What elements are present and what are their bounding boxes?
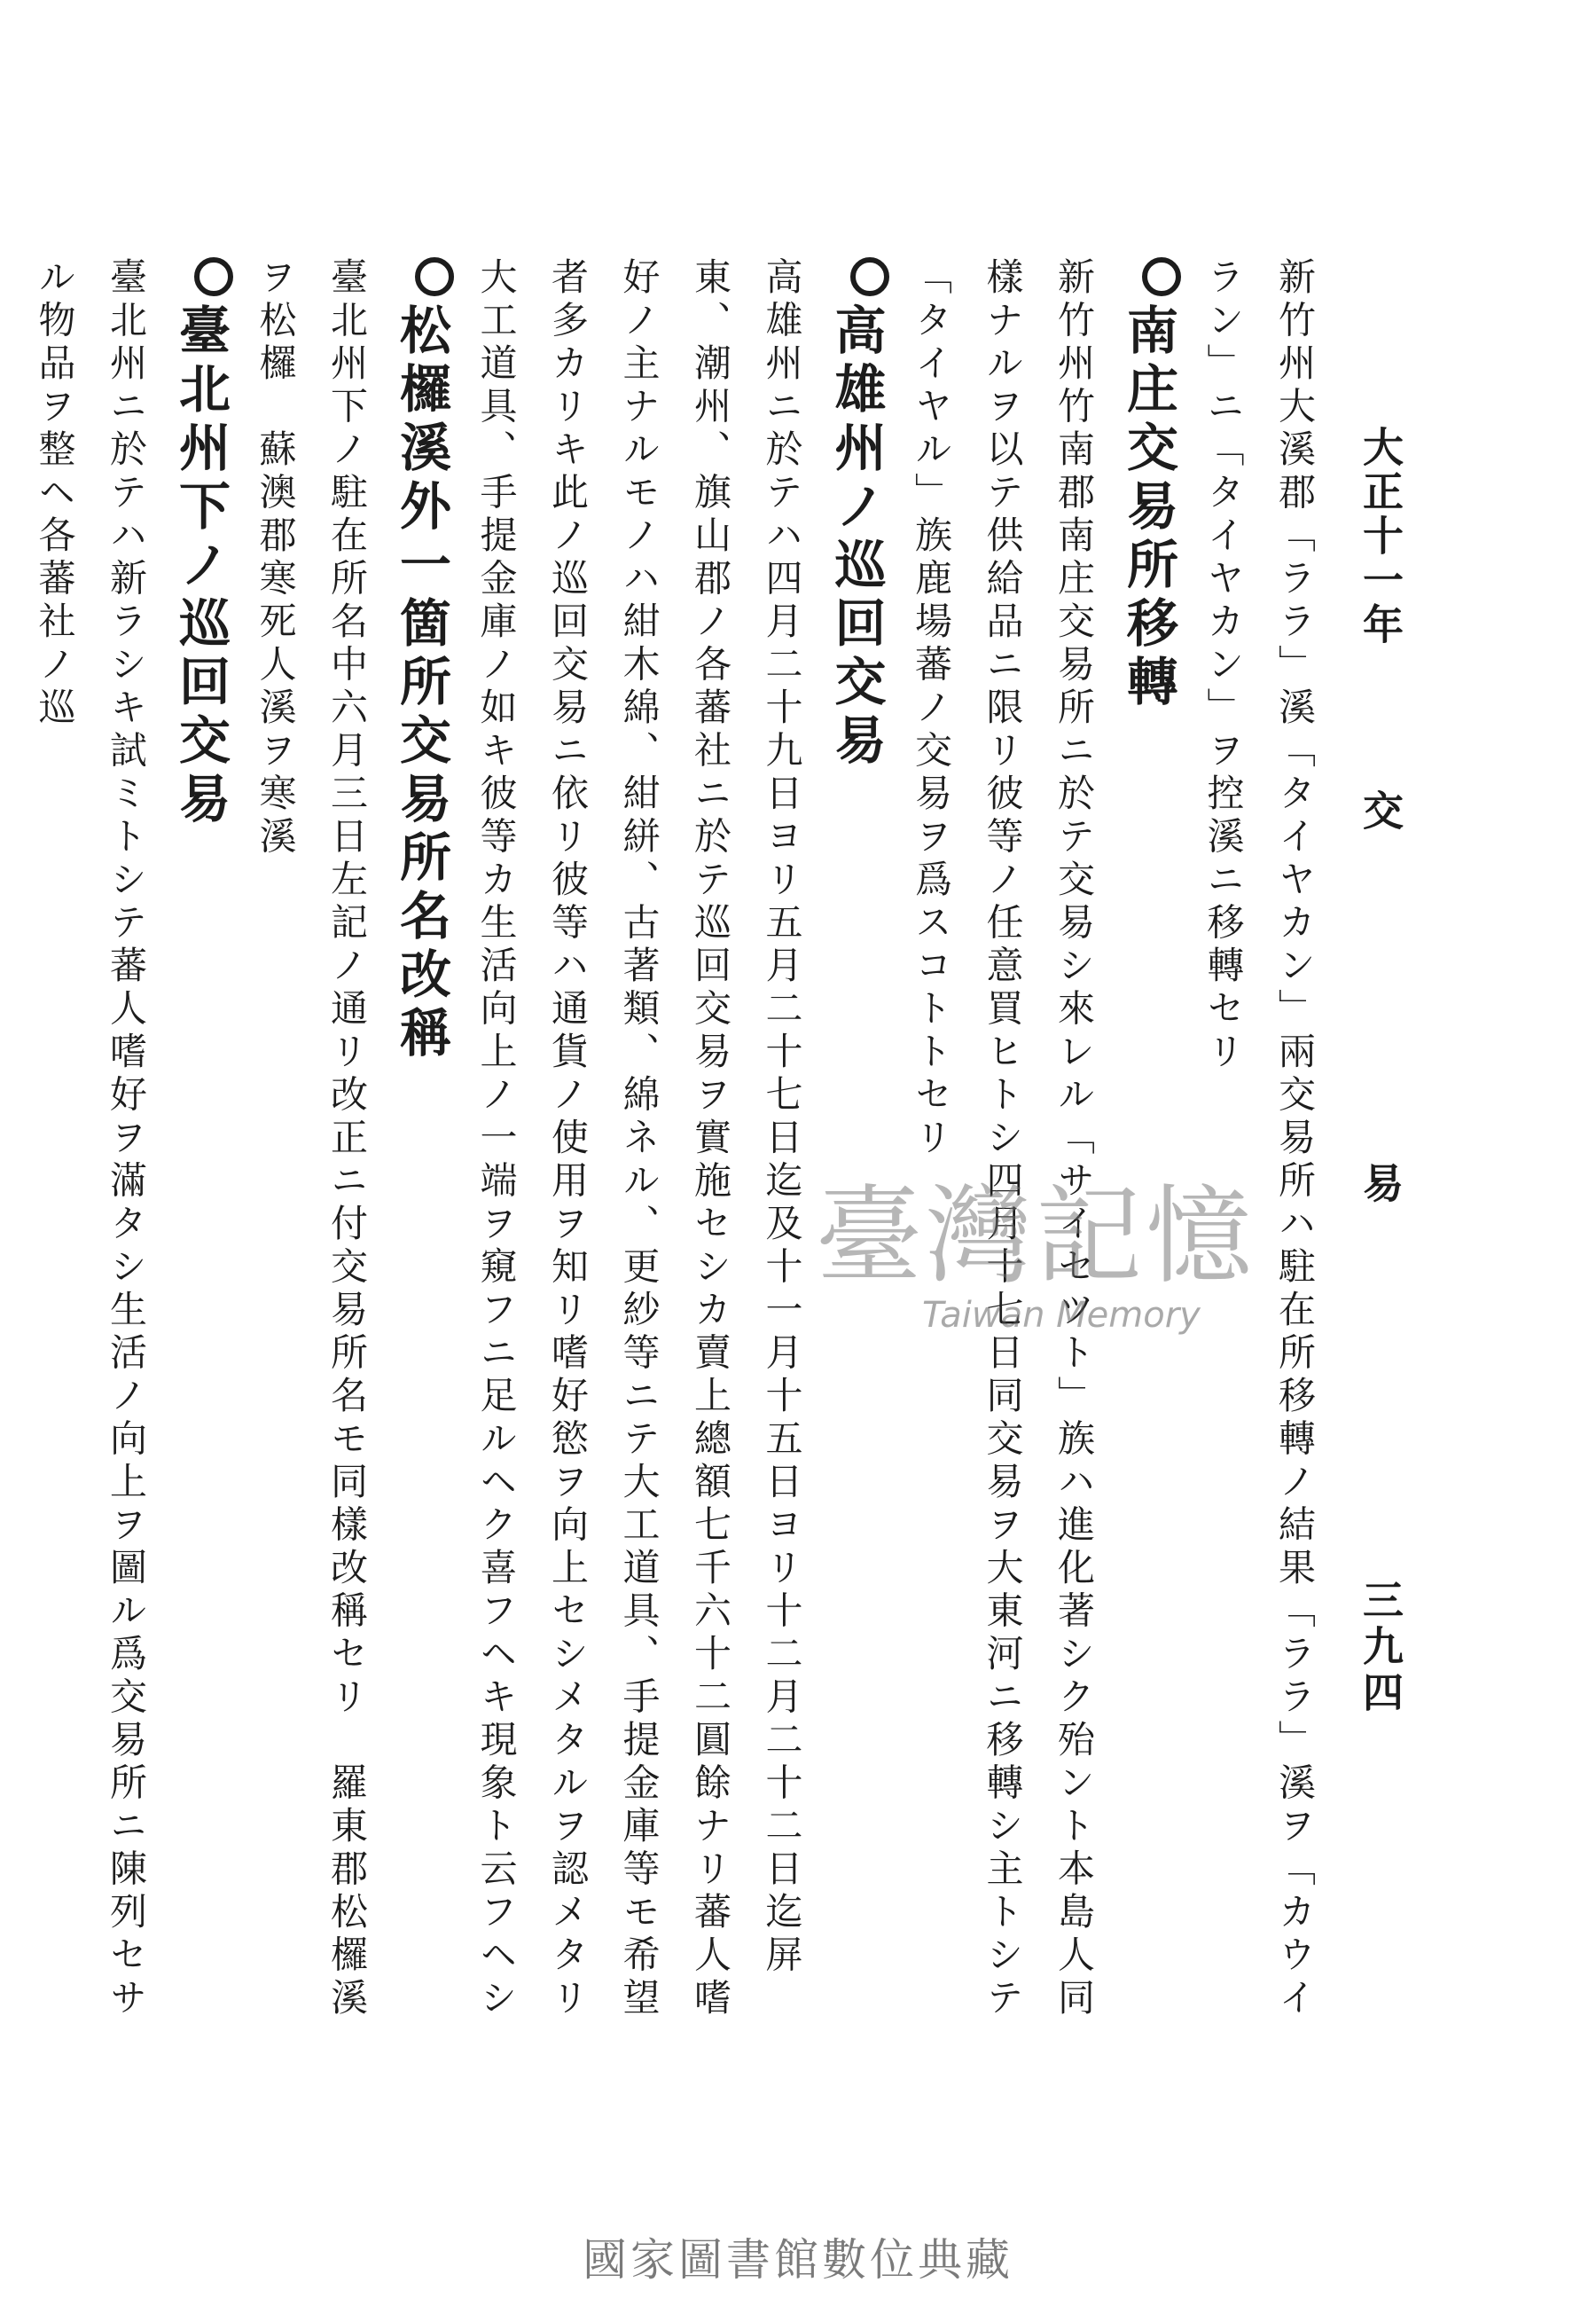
- circle-bullet-icon: [415, 257, 454, 296]
- page-header: [1357, 426, 1404, 1203]
- library-footer: 國家圖書館數位典藏: [583, 2234, 1013, 2286]
- section-title: 臺北州下ノ巡回交易: [170, 303, 231, 830]
- watermark-chinese: 臺灣記憶: [816, 1175, 1256, 1298]
- watermark-english: Taiwan Memory: [922, 1295, 1201, 1336]
- section-paragraph: 臺北州ニ於テハ新ラシキ試ミトシテ蕃人嗜好ヲ滿タシ生活ノ向上ヲ圖ル爲交易所ニ陳列セサル物品ヲ整ヘ各蕃社ノ巡: [33, 257, 148, 2021]
- section-paragraph: 臺北州下ノ駐在所名中六月三日左記ノ通リ改正ニ付交易所名モ同樣改稱セリ 羅東郡松欏溪ヲ松欏 蘇澳郡寒死人溪ヲ寒溪: [254, 257, 369, 2021]
- header-category-1: 交: [1357, 789, 1404, 830]
- page-number: 三九四: [1357, 1579, 1404, 1717]
- section-heading: [1109, 257, 1187, 2040]
- circle-bullet-icon: [194, 257, 233, 296]
- section-paragraph: 高雄州ニ於テハ四月二十九日ヨリ五月二十七日迄及十一月十五日ヨリ十二月二十二日迄屏東、潮州、旗山郡ノ各蕃社ニ於テ巡回交易ヲ實施セシカ賣上總額七千六十二圓餘ナリ蕃人嗜好ノ主ナルモノハ紺木綿、紺絣、古著類、綿ネル、更紗等ニテ大工道具、手提金庫等モ希望者多カリキ此ノ巡回交易ニ依リ彼等ハ通貨ノ使用ヲ知リ嗜好慾ヲ向上セシメタルヲ認メタリ大工道具、手提金庫ノ如キ彼等カ生活向上ノ一端ヲ窺フニ足ルヘク喜フヘキ現象ト云フヘシ: [474, 257, 804, 2021]
- section-heading: [818, 257, 896, 2040]
- section-title: 松欏溪外一箇所交易所名改稱: [391, 303, 451, 1064]
- header-category-2: 易: [1357, 1162, 1404, 1203]
- section-paragraph: 新竹州竹南郡南庄交易所ニ於テ交易シ來レル「サイセツト」族ハ進化著シク殆ント本島人同樣ナルヲ以テ供給品ニ限リ彼等ノ任意買ヒトシ四月十七日同交易ヲ大東河ニ移轉シ主トシテ「タイヤル」族鹿場蕃ノ交易ヲ爲スコトトセリ: [910, 257, 1096, 2021]
- section-heading: [161, 257, 239, 2040]
- section-title: 高雄州ノ巡回交易: [825, 303, 887, 772]
- header-era: 大正十一年: [1357, 426, 1404, 647]
- circle-bullet-icon: [1142, 257, 1181, 296]
- intro-paragraph: 新竹州大溪郡「ララ」溪「タイヤカン」兩交易所ハ駐在所移轉ノ結果「ララ」溪ヲ「カウイラン」ニ「タイヤカン」ヲ控溪ニ移轉セリ: [1201, 257, 1317, 2021]
- circle-bullet-icon: [850, 257, 889, 296]
- section-title: 南庄交易所移轉: [1118, 303, 1178, 713]
- text-body: [33, 257, 1330, 2040]
- section-heading: [382, 257, 460, 2040]
